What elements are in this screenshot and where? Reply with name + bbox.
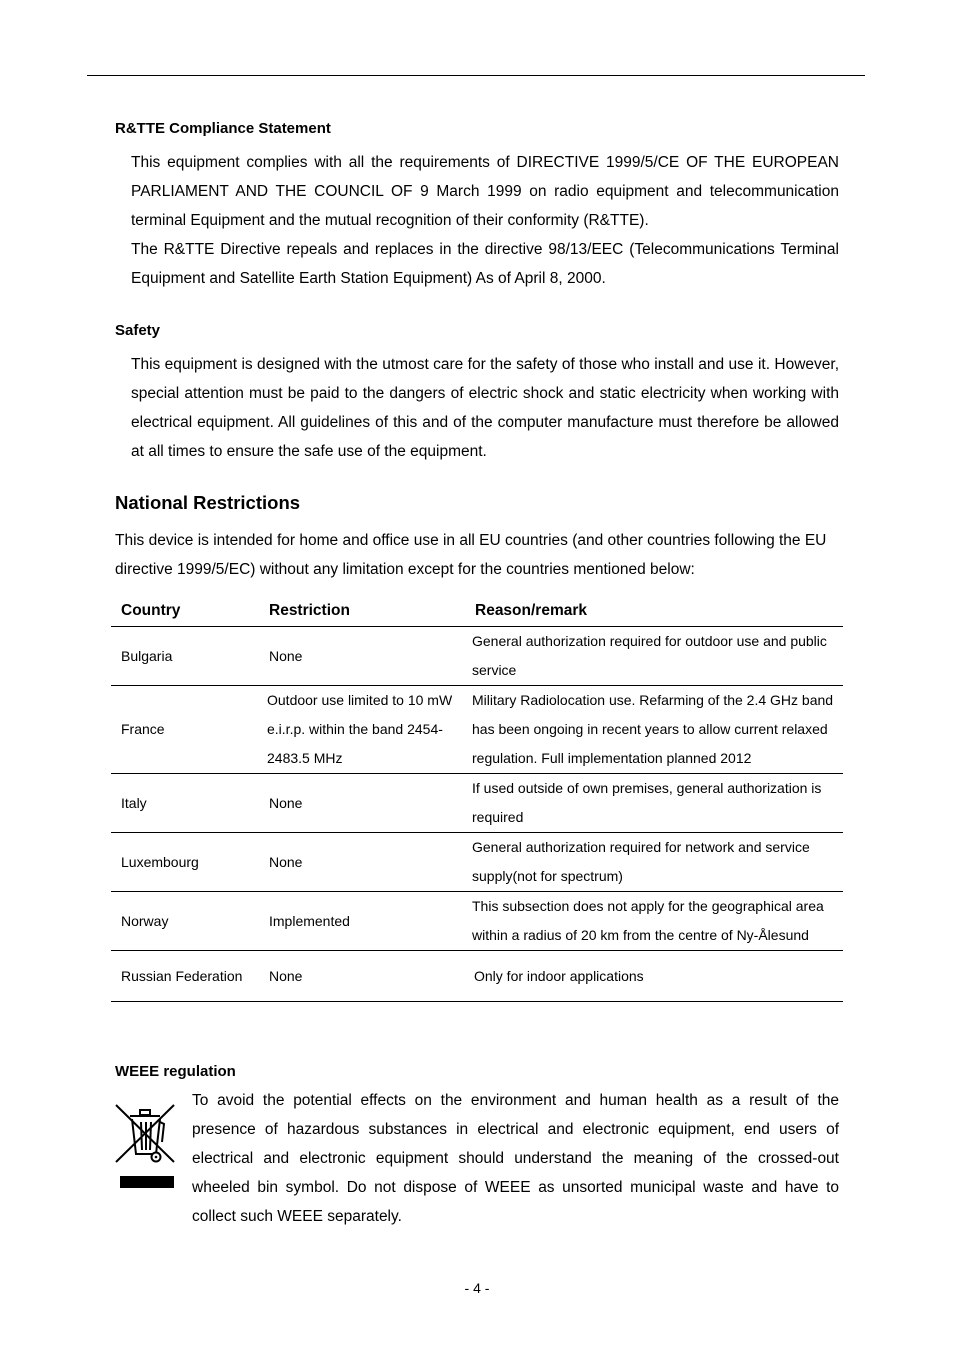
cell-reason — [462, 833, 843, 892]
national-restrictions-intro: This device is intended for home and office use in all EU countries (and other countries following the EU directive 1999/5/EC) without any limitation except for the countries mentioned below: — [115, 532, 827, 578]
cell-reason — [462, 686, 843, 774]
cell-restriction — [259, 686, 462, 774]
header-rule — [87, 75, 865, 76]
cell-restriction-text: None — [269, 647, 303, 664]
cell-reason-text: General authorization required for network and service supply(not for spectrum) — [472, 839, 810, 884]
cell-restriction — [259, 892, 462, 951]
cell-reason-text: Military Radiolocation use. Refarming of the 2.4 GHz band has been ongoing in recent years to allow current relaxed regulation. Full implementation planned 2012 — [472, 692, 834, 766]
cell-restriction-text: None — [269, 853, 303, 870]
cell-restriction-text: None — [269, 967, 303, 984]
restrictions-table — [111, 596, 843, 1002]
safety-paragraph: This equipment is designed with the utmost care for the safety of those who install and use it. However, special attention must be paid to the dangers of electric shock and static electricity when working with electrical equipment. All guidelines of this and of the computer manufacture must therefore be allowed at all times to ensure the safe use of the equipment. — [131, 356, 839, 460]
cell-country: Luxembourg — [111, 833, 259, 892]
weee-heading: WEEE regulation — [115, 1063, 236, 1080]
cell-restriction-text: None — [269, 794, 303, 811]
cell-reason-text: This subsection does not apply for the geographical area within a radius of 20 km from the centre of Ny-Ålesund — [472, 898, 824, 943]
table-row — [111, 951, 843, 1002]
cell-country: Russian Federation — [111, 951, 259, 1002]
table-row — [111, 833, 843, 892]
cell-restriction — [259, 951, 462, 1002]
cell-restriction-text: Outdoor use limited to 10 mW e.i.r.p. within the band 2454-2483.5 MHz — [267, 692, 453, 766]
cell-reason — [462, 627, 843, 686]
weee-paragraph: To avoid the potential effects on the environment and human health as a result of the presence of hazardous substances in electrical and electronic equipment, end users of electrical and electronic equipment should understand the meaning of the crossed-out wheeled bin symbol. Do not dispose of WEEE as unsorted municipal waste and have to collect such WEEE separately. — [192, 1092, 839, 1225]
table-row — [111, 686, 843, 774]
cell-restriction — [259, 774, 462, 833]
crossed-out-wheeled-bin-icon — [114, 1102, 176, 1190]
cell-reason — [462, 951, 843, 1002]
national-restrictions-heading: National Restrictions — [115, 492, 301, 513]
cell-reason — [462, 774, 843, 833]
cell-restriction-text: Implemented — [269, 912, 350, 929]
cell-country: France — [111, 686, 259, 774]
cell-restriction — [259, 833, 462, 892]
cell-reason-text: If used outside of own premises, general authorization is required — [472, 780, 822, 825]
cell-country: Bulgaria — [111, 627, 259, 686]
header-reason: Reason/remark — [462, 596, 843, 627]
safety-heading: Safety — [115, 322, 161, 339]
rtte-paragraph-2: The R&TTE Directive repeals and replaces in the directive 98/13/EEC (Telecommunications Terminal Equipment and Satellite Earth Station Equipment) As of April 8, 2000. — [131, 241, 839, 287]
rtte-paragraph-1: This equipment complies with all the requirements of DIRECTIVE 1999/5/CE OF THE EUROPEAN PARLIAMENT AND THE COUNCIL OF 9 March 1999 on radio equipment and telecommunication terminal Equipment and the mutual recognition of their conformity (R&TTE). — [131, 154, 839, 229]
header-restriction: Restriction — [259, 596, 462, 627]
table-row — [111, 774, 843, 833]
table-row — [111, 892, 843, 951]
cell-reason-text: General authorization required for outdoor use and public service — [472, 633, 827, 678]
cell-reason — [462, 892, 843, 951]
cell-restriction — [259, 627, 462, 686]
cell-country: Norway — [111, 892, 259, 951]
table-header-row — [111, 596, 843, 627]
header-country: Country — [111, 596, 259, 627]
cell-reason-text: Only for indoor applications — [474, 967, 644, 984]
cell-country: Italy — [111, 774, 259, 833]
table-row — [111, 627, 843, 686]
rtte-heading: R&TTE Compliance Statement — [115, 120, 331, 137]
page-number: - 4 - — [464, 1280, 490, 1296]
